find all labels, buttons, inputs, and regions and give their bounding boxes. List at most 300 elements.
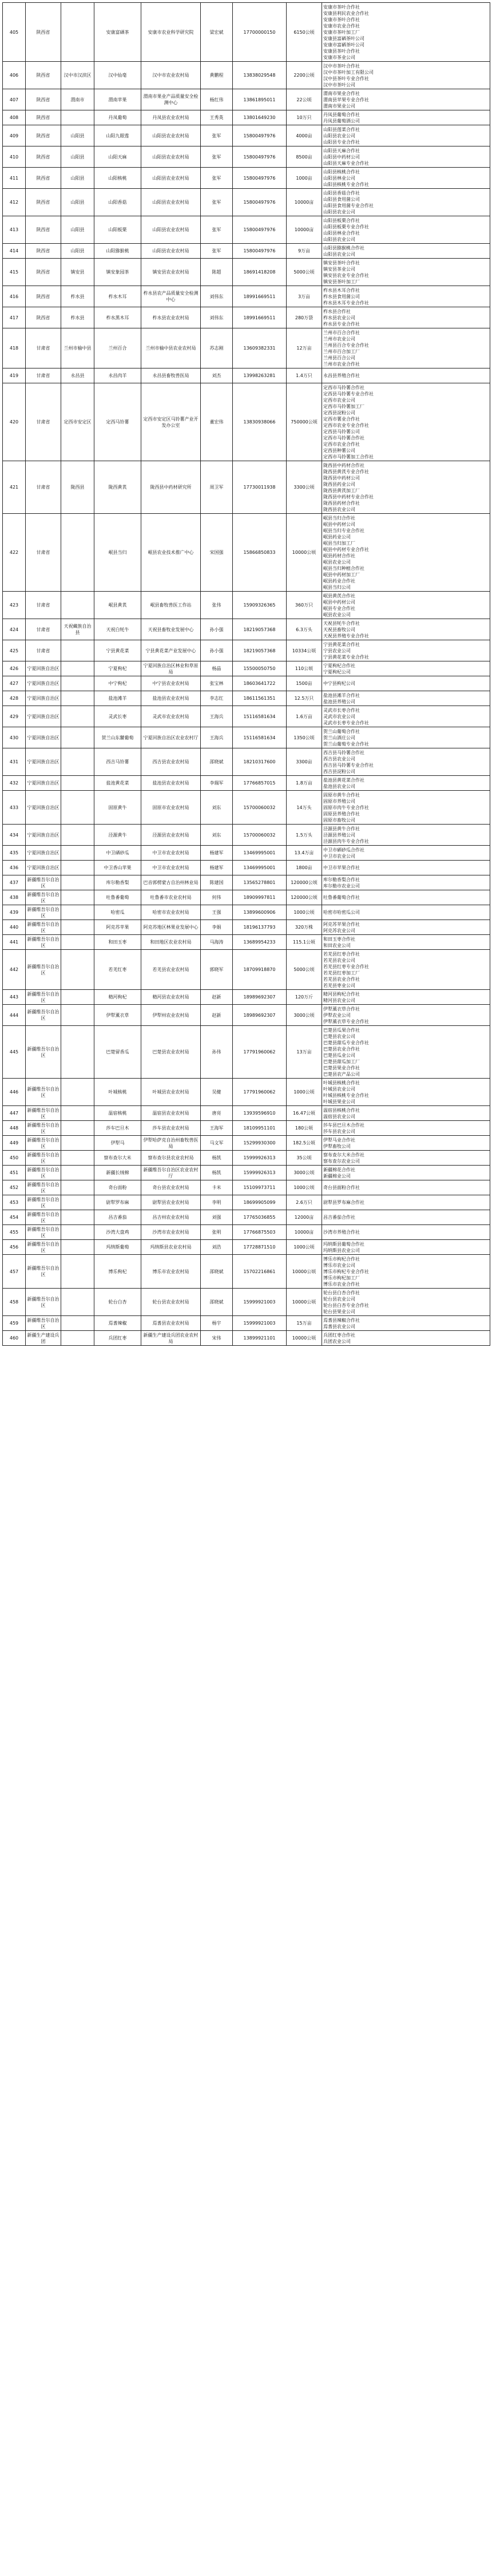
cell-person: 马文军 — [201, 1136, 233, 1151]
cell-phone: 15800497976 — [233, 216, 287, 244]
cell-unit: 若羌县农业农村局 — [141, 950, 201, 990]
cell-person: 杨红伟 — [201, 89, 233, 110]
cell-enterprises — [322, 461, 490, 514]
cell-area: 9万亩 — [287, 244, 322, 259]
cell-base: 中卫香山苹果 — [94, 861, 141, 875]
cell-no: 438 — [3, 890, 26, 905]
cell-province: 甘肃省 — [26, 328, 61, 368]
table-row — [3, 189, 490, 216]
table-row — [3, 1121, 490, 1136]
cell-area: 10万只 — [287, 110, 322, 125]
enterprise-item: 定西市马铃薯加工合作社 — [323, 454, 374, 459]
enterprise-item: 安康县利民农业合作社 — [323, 10, 369, 16]
cell-no: 423 — [3, 592, 26, 619]
cell-province: 陕西省 — [26, 189, 61, 216]
cell-unit: 焉耆县农业农村局 — [141, 1316, 201, 1331]
enterprise-item: 定西市薯业合作社 — [323, 416, 360, 422]
enterprise-item: 柞水县木耳合作社 — [323, 287, 360, 293]
cell-phone: 15500050750 — [233, 661, 287, 676]
cell-province: 甘肃省 — [26, 461, 61, 514]
enterprise-item: 固原市肉牛专业合作社 — [323, 804, 369, 810]
cell-area: 10000亩 — [287, 216, 322, 244]
cell-city: 汉中市汉滨区 — [61, 62, 94, 89]
table-row — [3, 935, 490, 950]
table-row — [3, 1255, 490, 1289]
table-row — [3, 461, 490, 514]
cell-city: 山阳县 — [61, 146, 94, 168]
cell-phone: 15800497976 — [233, 125, 287, 146]
enterprise-item: 和田农业公司 — [323, 942, 351, 948]
table-row — [3, 825, 490, 846]
cell-city — [61, 905, 94, 920]
cell-phone: 15909326365 — [233, 592, 287, 619]
cell-unit: 天祝县畜牧业发展中心 — [141, 619, 201, 640]
table-row — [3, 1079, 490, 1106]
cell-base: 安康富硒茶 — [94, 3, 141, 62]
cell-enterprises — [322, 676, 490, 691]
table-row — [3, 62, 490, 89]
cell-enterprises — [322, 661, 490, 676]
cell-city: 山阳县 — [61, 125, 94, 146]
enterprise-item: 安康市富硒茶叶公司 — [323, 42, 364, 47]
cell-area: 10000亩 — [287, 1225, 322, 1240]
cell-enterprises — [322, 368, 490, 383]
cell-unit: 尉犁县农业农村局 — [141, 1195, 201, 1210]
cell-area: 120000公顷 — [287, 890, 322, 905]
cell-no: 419 — [3, 368, 26, 383]
cell-area: 15万亩 — [287, 1316, 322, 1331]
table-row — [3, 1151, 490, 1166]
enterprise-item: 精河县枸杞合作社 — [323, 991, 360, 997]
cell-area: 2200公顷 — [287, 62, 322, 89]
table-row — [3, 514, 490, 592]
cell-province: 陕西省 — [26, 3, 61, 62]
table-row — [3, 1106, 490, 1121]
cell-base: 泾源黄牛 — [94, 825, 141, 846]
enterprise-item: 和田玉枣合作社 — [323, 936, 355, 942]
table-row — [3, 676, 490, 691]
cell-enterprises — [322, 307, 490, 328]
cell-city — [61, 1136, 94, 1151]
cell-unit: 岷县农业技术推广中心 — [141, 514, 201, 592]
enterprise-item: 天祝县牦牛合作社 — [323, 620, 360, 626]
cell-base: 库尔勒香梨 — [94, 875, 141, 890]
cell-phone: 17765036855 — [233, 1210, 287, 1225]
cell-province: 宁夏回族自治区 — [26, 846, 61, 861]
cell-city — [61, 1225, 94, 1240]
cell-province: 新疆维吾尔自治区 — [26, 1195, 61, 1210]
enterprise-item: 兰州市农业公司 — [323, 336, 355, 342]
enterprise-item: 岷县中药材专业合作社 — [323, 546, 369, 552]
cell-unit: 兰州市榆中县农业农村局 — [141, 328, 201, 368]
cell-enterprises — [322, 1225, 490, 1240]
cell-phone: 13861895011 — [233, 89, 287, 110]
cell-person: 王海兵 — [201, 706, 233, 727]
enterprise-item: 镇安县茶叶加工厂 — [323, 279, 360, 284]
enterprise-item: 天祝县畜牧公司 — [323, 627, 355, 632]
cell-no: 446 — [3, 1079, 26, 1106]
cell-person: 张明 — [201, 1225, 233, 1240]
cell-base: 柞水黑木耳 — [94, 307, 141, 328]
enterprise-item: 镇安县农业专业合作社 — [323, 272, 369, 278]
cell-area: 13.4万亩 — [287, 846, 322, 861]
cell-enterprises — [322, 62, 490, 89]
enterprise-item: 山阳县农业公司 — [323, 251, 355, 257]
table-row — [3, 383, 490, 461]
cell-unit: 玛纳斯县农业农村局 — [141, 1240, 201, 1255]
cell-area: 8500亩 — [287, 146, 322, 168]
cell-base: 贺兰山东麓葡萄 — [94, 727, 141, 748]
enterprise-item: 轮台县果业公司 — [323, 1309, 355, 1314]
cell-person: 张军 — [201, 146, 233, 168]
enterprise-item: 山阳县林业公司 — [323, 175, 355, 181]
cell-no: 449 — [3, 1136, 26, 1151]
cell-person: 张军 — [201, 216, 233, 244]
enterprise-item: 库尔勒市农业公司 — [323, 883, 360, 889]
enterprise-item: 轮台县农业公司 — [323, 1296, 355, 1302]
cell-city — [61, 776, 94, 791]
cell-no: 448 — [3, 1121, 26, 1136]
table-row — [3, 619, 490, 640]
cell-enterprises — [322, 691, 490, 706]
cell-area: 320万株 — [287, 920, 322, 935]
cell-city: 山阳县 — [61, 189, 94, 216]
cell-base: 山阳板栗 — [94, 216, 141, 244]
cell-city — [61, 3, 94, 62]
cell-person: 刘东 — [201, 825, 233, 846]
enterprise-item: 汉中市茶叶加工有限公司 — [323, 69, 374, 75]
table-row — [3, 307, 490, 328]
enterprise-item: 盐池县黄花菜合作社 — [323, 777, 364, 783]
cell-province: 新疆维吾尔自治区 — [26, 950, 61, 990]
cell-unit: 安康市农业科学研究院 — [141, 3, 201, 62]
cell-enterprises — [322, 244, 490, 259]
table-row — [3, 368, 490, 383]
cell-no: 453 — [3, 1195, 26, 1210]
cell-phone: 13609382331 — [233, 328, 287, 368]
cell-person: 李娟 — [201, 920, 233, 935]
cell-no: 435 — [3, 846, 26, 861]
table-row — [3, 244, 490, 259]
enterprise-item: 柞水县食用菌公司 — [323, 294, 360, 299]
cell-no: 408 — [3, 110, 26, 125]
cell-phone: 13830938066 — [233, 383, 287, 461]
cell-area: 1.6万亩 — [287, 706, 322, 727]
enterprise-item: 巴楚县农产品公司 — [323, 1071, 360, 1077]
cell-phone: 17766857015 — [233, 776, 287, 791]
enterprise-item: 中宁县枸杞公司 — [323, 681, 355, 686]
cell-city — [61, 890, 94, 905]
cell-province: 新疆维吾尔自治区 — [26, 905, 61, 920]
cell-no: 405 — [3, 3, 26, 62]
cell-area: 750000公顷 — [287, 383, 322, 461]
cell-base: 永昌肉羊 — [94, 368, 141, 383]
cell-no: 410 — [3, 146, 26, 168]
cell-province: 陕西省 — [26, 125, 61, 146]
cell-city — [61, 791, 94, 825]
cell-no: 427 — [3, 676, 26, 691]
table-row — [3, 661, 490, 676]
enterprise-item: 西吉县淀粉公司 — [323, 768, 355, 774]
cell-unit: 岷县畜牧兽医工作站 — [141, 592, 201, 619]
cell-city — [61, 706, 94, 727]
cell-enterprises — [322, 146, 490, 168]
enterprise-item: 伊犁薰衣草合作社 — [323, 1006, 360, 1012]
cell-base: 新疆长绒棉 — [94, 1166, 141, 1180]
enterprise-item: 镇安县茶业公司 — [323, 266, 355, 272]
cell-base: 固原黄牛 — [94, 791, 141, 825]
cell-area: 120000公顷 — [287, 875, 322, 890]
cell-base: 博乐枸杞 — [94, 1255, 141, 1289]
cell-city — [61, 661, 94, 676]
cell-person: 刘杰 — [201, 368, 233, 383]
cell-base: 尉犁罗布麻 — [94, 1195, 141, 1210]
enterprise-item: 若羌县红枣专业合作社 — [323, 964, 369, 969]
cell-unit: 叶城县农业农村局 — [141, 1079, 201, 1106]
cell-enterprises — [322, 1240, 490, 1255]
enterprise-item: 固原市养殖公司 — [323, 798, 355, 804]
enterprise-item: 盐池县养殖公司 — [323, 699, 355, 704]
enterprise-item: 巴楚县农业公司 — [323, 1033, 355, 1039]
cell-unit: 吐鲁番市农业农村局 — [141, 890, 201, 905]
cell-no: 415 — [3, 259, 26, 286]
cell-area: 115.1公顷 — [287, 935, 322, 950]
enterprise-item: 盐池县农业公司 — [323, 783, 355, 789]
enterprise-item: 岷县当归公司 — [323, 584, 351, 590]
cell-no: 436 — [3, 861, 26, 875]
cell-enterprises — [322, 168, 490, 189]
enterprise-item: 灵武市农业公司 — [323, 714, 355, 719]
cell-phone: 15116581634 — [233, 706, 287, 727]
cell-base: 盐池黄花菜 — [94, 776, 141, 791]
cell-person: 李瑞军 — [201, 776, 233, 791]
cell-person: 邵晓斌 — [201, 748, 233, 776]
cell-area: 1000公顷 — [287, 1240, 322, 1255]
cell-base: 山阳猕猴桃 — [94, 244, 141, 259]
cell-person: 赵新 — [201, 1005, 233, 1026]
enterprise-item: 山阳县核桃合作社 — [323, 169, 360, 175]
enterprise-item: 定西市农业合作社 — [323, 441, 360, 447]
table-row — [3, 748, 490, 776]
enterprise-item: 陇西县中药材合作社 — [323, 462, 364, 468]
cell-enterprises — [322, 286, 490, 307]
table-row — [3, 920, 490, 935]
cell-area: 10000公顷 — [287, 514, 322, 592]
enterprise-item: 渭南县苹果专业合作社 — [323, 97, 369, 102]
cell-area: 280万袋 — [287, 307, 322, 328]
cell-province: 甘肃省 — [26, 592, 61, 619]
cell-area: 120万斤 — [287, 990, 322, 1005]
enterprise-item: 渭南市果业合作社 — [323, 90, 360, 96]
enterprise-item: 伊犁畜牧公司 — [323, 1143, 351, 1149]
enterprise-item: 若羌县农业合作社 — [323, 976, 360, 982]
enterprise-item: 中卫市苹果合作社 — [323, 865, 360, 870]
cell-province: 宁夏回族自治区 — [26, 706, 61, 727]
cell-phone: 17766875503 — [233, 1225, 287, 1240]
enterprise-item: 固原市畜牧公司 — [323, 817, 355, 823]
cell-base: 盐池滩羊 — [94, 691, 141, 706]
enterprise-item: 柞水县木耳专业合作社 — [323, 300, 369, 306]
cell-phone: 18991669511 — [233, 286, 287, 307]
table-body — [3, 3, 490, 1346]
table-row — [3, 691, 490, 706]
cell-person: 陈超 — [201, 259, 233, 286]
cell-base: 哈密瓜 — [94, 905, 141, 920]
cell-phone: 17730011938 — [233, 461, 287, 514]
cell-unit: 沙湾市农业农村局 — [141, 1225, 201, 1240]
cell-person: 刘强 — [201, 1210, 233, 1225]
cell-person: 杨凯 — [201, 1166, 233, 1180]
cell-enterprises — [322, 383, 490, 461]
enterprise-item: 柞水县专业合作社 — [323, 321, 360, 327]
cell-phone: 15999926313 — [233, 1166, 287, 1180]
table-row — [3, 125, 490, 146]
cell-city — [61, 640, 94, 661]
cell-city: 兰州市榆中县 — [61, 328, 94, 368]
table-row — [3, 905, 490, 920]
cell-person: 张军 — [201, 189, 233, 216]
cell-province: 陕西省 — [26, 168, 61, 189]
cell-phone: 13469995001 — [233, 861, 287, 875]
enterprise-item: 贺兰山葡萄合作社 — [323, 728, 360, 734]
data-table — [2, 2, 490, 1346]
cell-unit: 渭南市果业产品质量安全检测中心 — [141, 89, 201, 110]
enterprise-item: 中卫市硒砂瓜合作社 — [323, 847, 364, 853]
cell-person: 黄鹏程 — [201, 62, 233, 89]
cell-city — [61, 1210, 94, 1225]
cell-unit: 山阳县农业农村局 — [141, 189, 201, 216]
enterprise-item: 山阳县核桃专业合作社 — [323, 181, 369, 187]
cell-city — [61, 514, 94, 592]
enterprise-item: 陇西县药业公司 — [323, 481, 355, 487]
cell-no: 424 — [3, 619, 26, 640]
cell-city — [61, 110, 94, 125]
enterprise-item: 安康市茶叶合作社 — [323, 17, 360, 22]
enterprise-item: 定西县种薯公司 — [323, 447, 355, 453]
cell-unit: 灵武市农业农村局 — [141, 706, 201, 727]
cell-phone: 13939596910 — [233, 1106, 287, 1121]
cell-area: 1000公顷 — [287, 905, 322, 920]
cell-province: 新疆维吾尔自治区 — [26, 1136, 61, 1151]
cell-enterprises — [322, 1005, 490, 1026]
cell-enterprises — [322, 110, 490, 125]
cell-enterprises — [322, 950, 490, 990]
cell-phone: 13899921101 — [233, 1331, 287, 1346]
cell-province: 新疆维吾尔自治区 — [26, 1121, 61, 1136]
cell-city — [61, 1005, 94, 1026]
enterprise-item: 宁夏枸杞公司 — [323, 669, 351, 675]
enterprise-item: 灵武市长枣专业合作社 — [323, 720, 369, 726]
cell-enterprises — [322, 1106, 490, 1121]
cell-no: 431 — [3, 748, 26, 776]
cell-province: 陕西省 — [26, 259, 61, 286]
cell-no: 450 — [3, 1151, 26, 1166]
cell-unit: 西吉县农业农村局 — [141, 748, 201, 776]
enterprise-item: 定西市马铃薯合作社 — [323, 435, 364, 441]
cell-phone: 15700060032 — [233, 791, 287, 825]
enterprise-item: 巴楚县果业合作社 — [323, 1065, 360, 1071]
cell-enterprises — [322, 640, 490, 661]
cell-phone: 13998263281 — [233, 368, 287, 383]
cell-city — [61, 1240, 94, 1255]
cell-no: 411 — [3, 168, 26, 189]
cell-base: 焉耆辣椒 — [94, 1316, 141, 1331]
enterprise-item: 陇西县农业公司 — [323, 506, 355, 512]
cell-province: 新疆维吾尔自治区 — [26, 1005, 61, 1026]
cell-phone: 15700060032 — [233, 825, 287, 846]
cell-base: 山阳九眼莲 — [94, 125, 141, 146]
cell-enterprises — [322, 125, 490, 146]
cell-no: 451 — [3, 1166, 26, 1180]
cell-city: 柞水县 — [61, 307, 94, 328]
cell-enterprises — [322, 1121, 490, 1136]
enterprise-item: 山阳县农业公司 — [323, 236, 355, 242]
cell-no: 420 — [3, 383, 26, 461]
enterprise-item: 渭南市果业公司 — [323, 103, 355, 109]
enterprise-item: 叶城县农业公司 — [323, 1086, 355, 1092]
cell-area: 360万只 — [287, 592, 322, 619]
cell-no: 416 — [3, 286, 26, 307]
cell-province: 新疆维吾尔自治区 — [26, 1026, 61, 1079]
enterprise-item: 西吉县马铃薯合作社 — [323, 750, 364, 755]
enterprise-item: 宁县黄花菜专业合作社 — [323, 654, 369, 660]
enterprise-item: 若羌县红枣合作社 — [323, 951, 360, 957]
cell-enterprises — [322, 1210, 490, 1225]
enterprise-item: 巴楚县甜瓜加工厂 — [323, 1059, 360, 1064]
cell-phone: 18989692307 — [233, 990, 287, 1005]
cell-enterprises — [322, 920, 490, 935]
enterprise-item: 丹凤县葡萄合作社 — [323, 112, 360, 117]
cell-base: 定西马铃薯 — [94, 383, 141, 461]
enterprise-item: 岷县药业合作社 — [323, 578, 355, 584]
enterprise-item: 岷县药业公司 — [323, 534, 351, 540]
table-row — [3, 1195, 490, 1210]
cell-no: 441 — [3, 935, 26, 950]
cell-no: 418 — [3, 328, 26, 368]
enterprise-item: 兰州市百合合作社 — [323, 330, 360, 335]
cell-city — [61, 748, 94, 776]
cell-base: 精河枸杞 — [94, 990, 141, 1005]
table-row — [3, 3, 490, 62]
cell-city — [61, 1026, 94, 1079]
cell-base: 宁夏枸杞 — [94, 661, 141, 676]
cell-base: 中卫硒砂瓜 — [94, 846, 141, 861]
cell-phone: 18909997811 — [233, 890, 287, 905]
enterprise-item: 陇西县中药材公司 — [323, 475, 360, 481]
cell-city: 定西市安定区 — [61, 383, 94, 461]
cell-no: 459 — [3, 1316, 26, 1331]
cell-enterprises — [322, 1255, 490, 1289]
enterprise-item: 山阳县林业合作社 — [323, 230, 360, 236]
cell-province: 陕西省 — [26, 244, 61, 259]
enterprise-item: 汉中市茶叶合作社 — [323, 63, 360, 69]
cell-unit: 中卫市农业农村局 — [141, 861, 201, 875]
cell-person: 杨凯 — [201, 1151, 233, 1166]
enterprise-item: 莎车县农业公司 — [323, 1128, 355, 1134]
enterprise-item: 山阳县农业公司 — [323, 209, 355, 215]
enterprise-item: 奇台县面粉合作社 — [323, 1185, 360, 1190]
cell-area: 35公顷 — [287, 1151, 322, 1166]
enterprise-item: 柞水县农业公司 — [323, 315, 355, 320]
cell-phone: 13565278801 — [233, 875, 287, 890]
enterprise-item: 安康市茶业公司 — [323, 54, 355, 60]
cell-phone: 15800497976 — [233, 189, 287, 216]
cell-city: 柞水县 — [61, 286, 94, 307]
cell-city — [61, 1289, 94, 1316]
cell-no: 437 — [3, 875, 26, 890]
cell-base: 西吉马铃薯 — [94, 748, 141, 776]
cell-unit: 温宿县农业农村局 — [141, 1106, 201, 1121]
